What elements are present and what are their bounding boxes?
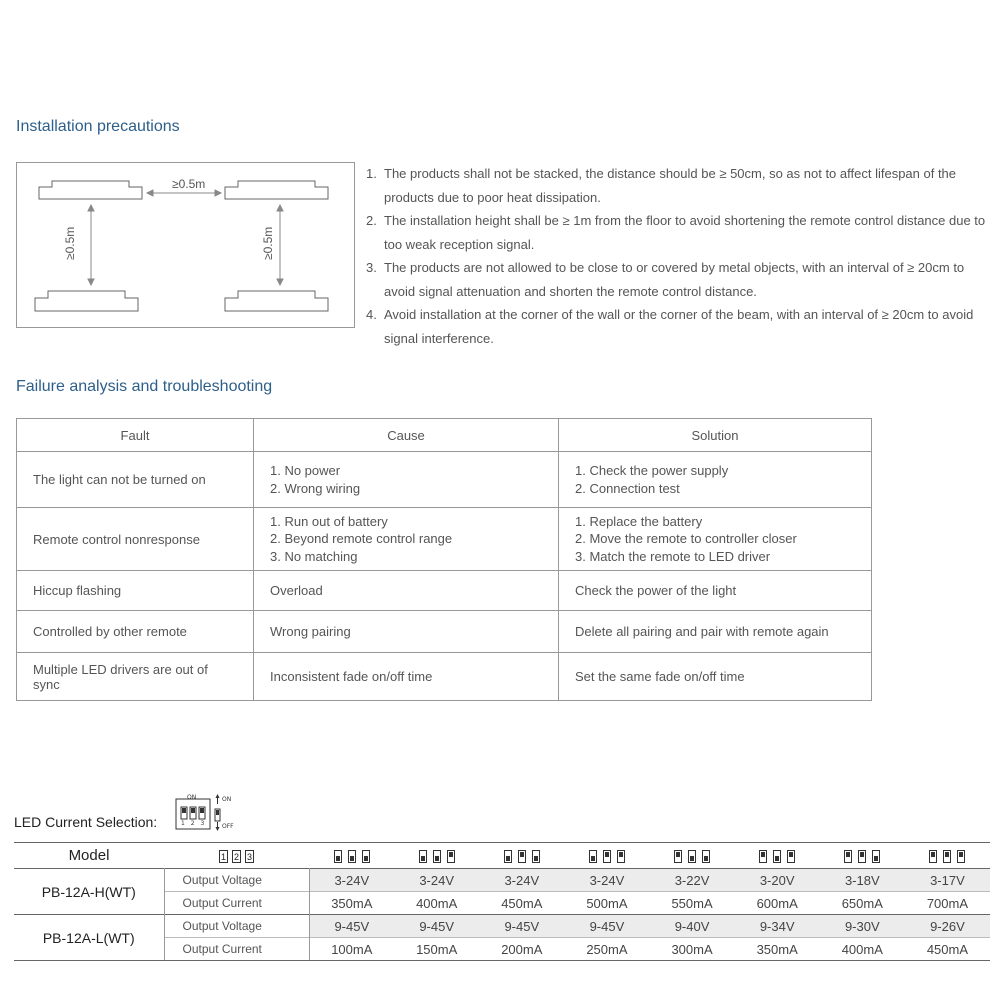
table-row <box>17 611 872 653</box>
header-solution: Solution <box>559 419 872 452</box>
dip-switch-off-icon <box>702 850 710 863</box>
voltage-cell: 3-18V <box>820 869 905 892</box>
fault-cell: The light can not be turned on <box>17 452 254 508</box>
switch-number-2: 2 <box>233 852 239 863</box>
dip-setting <box>905 843 990 869</box>
current-cell: 600mA <box>735 892 820 915</box>
current-cell: 700mA <box>905 892 990 915</box>
current-cell: 650mA <box>820 892 905 915</box>
legend-on-side: ON <box>222 796 232 803</box>
table-row <box>14 869 990 892</box>
voltage-cell: 9-40V <box>650 915 735 938</box>
header-cause: Cause <box>254 419 559 452</box>
fault-cell: Hiccup flashing <box>17 571 254 611</box>
dip-switch-on-icon <box>957 850 965 863</box>
horizontal-gap-label: ≥0.5m <box>172 177 206 191</box>
voltage-cell: 3-24V <box>394 869 479 892</box>
installation-title: Installation precautions <box>16 118 180 135</box>
dip-switch-on-icon <box>759 850 767 863</box>
voltage-cell: 3-17V <box>905 869 990 892</box>
dip-setting <box>820 843 905 869</box>
dip-setting <box>735 843 820 869</box>
voltage-cell: 9-26V <box>905 915 990 938</box>
dip-switch-on-icon <box>518 850 526 863</box>
current-cell: 100mA <box>309 938 394 961</box>
voltage-cell: 3-24V <box>309 869 394 892</box>
voltage-cell: 9-45V <box>564 915 649 938</box>
dip-switch-on-icon <box>858 850 866 863</box>
current-cell: 450mA <box>905 938 990 961</box>
vertical-gap-label-right: ≥0.5m <box>261 226 275 260</box>
param-label: Output Voltage <box>164 869 309 892</box>
dip-switch-off-icon <box>688 850 696 863</box>
current-cell: 400mA <box>394 892 479 915</box>
voltage-cell: 3-20V <box>735 869 820 892</box>
param-label: Output Current <box>164 892 309 915</box>
current-cell: 300mA <box>650 938 735 961</box>
current-cell: 400mA <box>820 938 905 961</box>
dip-switch-on-icon <box>674 850 682 863</box>
dip-setting <box>564 843 649 869</box>
table-header-row <box>14 843 990 869</box>
failure-title: Failure analysis and troubleshooting <box>16 378 273 395</box>
vertical-gap-label-left: ≥0.5m <box>63 226 77 260</box>
switch-number-header <box>164 843 309 869</box>
dip-setting <box>309 843 394 869</box>
voltage-cell: 3-22V <box>650 869 735 892</box>
precaution-item: 4. Avoid installation at the corner of the wall or the corner of the beam, with an interval of ≥ 20cm to avoid signal interference. <box>366 307 974 346</box>
param-label: Output Current <box>164 938 309 961</box>
cause-cell: Wrong pairing <box>254 611 559 653</box>
header-fault: Fault <box>17 419 254 452</box>
dip-switch-off-icon <box>532 850 540 863</box>
dip-switch-off-icon <box>504 850 512 863</box>
table-row <box>17 452 872 508</box>
dip-setting <box>650 843 735 869</box>
voltage-cell: 9-45V <box>479 915 564 938</box>
dip-switch-on-icon <box>603 850 611 863</box>
solution-cell: 1. Check the power supply 2. Connection test <box>559 452 872 508</box>
switch-number-3: 3 <box>246 852 252 863</box>
table-row <box>17 508 872 571</box>
table-row <box>17 571 872 611</box>
solution-cell: Delete all pairing and pair with remote again <box>559 611 872 653</box>
model-name: PB-12A-L(WT) <box>14 915 164 961</box>
fault-cell: Remote control nonresponse <box>17 508 254 571</box>
current-cell: 200mA <box>479 938 564 961</box>
dip-setting <box>394 843 479 869</box>
dip-switch-off-icon <box>773 850 781 863</box>
dip-switch-legend <box>174 793 244 838</box>
dip-switch-on-icon <box>929 850 937 863</box>
model-name: PB-12A-H(WT) <box>14 869 164 915</box>
voltage-cell: 9-45V <box>394 915 479 938</box>
dip-switch-off-icon <box>419 850 427 863</box>
voltage-cell: 3-24V <box>479 869 564 892</box>
cause-cell: 1. No power 2. Wrong wiring <box>254 452 559 508</box>
dip-switch-on-icon <box>447 850 455 863</box>
current-cell: 350mA <box>735 938 820 961</box>
fault-cell: Multiple LED drivers are out of sync <box>17 653 254 701</box>
cause-cell: 1. Run out of battery 2. Beyond remote control range 3. No matching <box>254 508 559 571</box>
dip-switch-on-icon <box>844 850 852 863</box>
precaution-item: 3. The products are not allowed to be close to or covered by metal objects, with an interval of ≥ 20cm to avoid signal attenuation and shorten the remote control distance. <box>366 260 965 299</box>
model-header: Model <box>14 843 164 869</box>
dip-switch-off-icon <box>362 850 370 863</box>
solution-cell: Set the same fade on/off time <box>559 653 872 701</box>
dip-switch-off-icon <box>334 850 342 863</box>
dip-switch-off-icon <box>348 850 356 863</box>
dip-setting <box>479 843 564 869</box>
table-row <box>14 915 990 938</box>
dip-switch-on-icon <box>787 850 795 863</box>
current-cell: 250mA <box>564 938 649 961</box>
voltage-cell: 9-30V <box>820 915 905 938</box>
precautions-list <box>366 162 986 350</box>
current-cell: 450mA <box>479 892 564 915</box>
dip-switch-on-icon <box>617 850 625 863</box>
installation-diagram <box>16 162 355 328</box>
dip-switch-off-icon <box>589 850 597 863</box>
led-current-table <box>14 842 990 961</box>
solution-cell: Check the power of the light <box>559 571 872 611</box>
voltage-cell: 9-45V <box>309 915 394 938</box>
param-label: Output Voltage <box>164 915 309 938</box>
voltage-cell: 3-24V <box>564 869 649 892</box>
precaution-item: 1. The products shall not be stacked, the distance should be ≥ 50cm, so as not to affect lifespan of the products due to poor heat dissipation. <box>366 166 957 205</box>
cause-cell: Inconsistent fade on/off time <box>254 653 559 701</box>
dip-switch-off-icon <box>872 850 880 863</box>
switch-number-1: 1 <box>220 852 226 863</box>
dip-switch-on-icon <box>943 850 951 863</box>
current-cell: 550mA <box>650 892 735 915</box>
troubleshooting-table <box>16 418 872 701</box>
current-cell: 350mA <box>309 892 394 915</box>
current-cell: 150mA <box>394 938 479 961</box>
precaution-item: 2. The installation height shall be ≥ 1m from the floor to avoid shortening the remote control distance due to too weak reception signal. <box>366 213 986 252</box>
dip-switch-off-icon <box>433 850 441 863</box>
table-row <box>17 653 872 701</box>
legend-numbers: 1 2 3 <box>181 820 207 827</box>
legend-on-top: ON <box>187 794 197 801</box>
voltage-cell: 9-34V <box>735 915 820 938</box>
table-header-row <box>17 419 872 452</box>
solution-cell: 1. Replace the battery 2. Move the remote to controller closer 3. Match the remote to LED driver <box>559 508 872 571</box>
led-current-label: LED Current Selection: <box>14 814 158 830</box>
fault-cell: Controlled by other remote <box>17 611 254 653</box>
cause-cell: Overload <box>254 571 559 611</box>
legend-off-side: OFF <box>222 823 234 830</box>
current-cell: 500mA <box>564 892 649 915</box>
